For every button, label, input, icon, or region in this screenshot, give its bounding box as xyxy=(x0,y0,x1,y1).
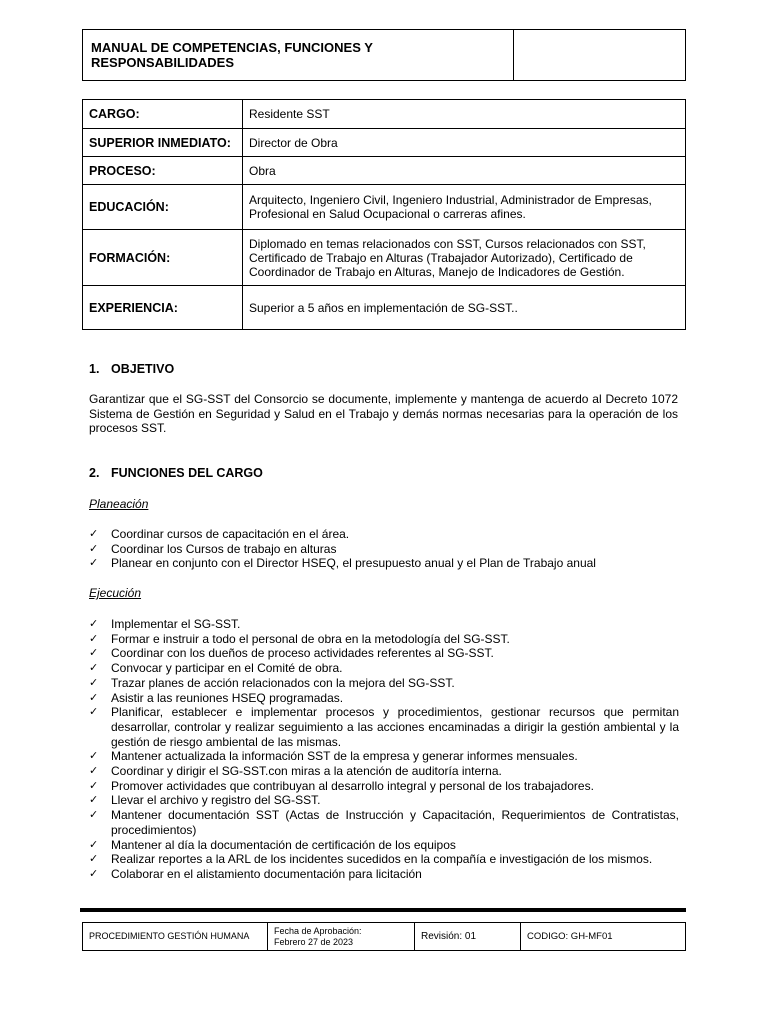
footer-table xyxy=(82,922,686,951)
educacion-label: EDUCACIÓN: xyxy=(83,185,243,230)
document-title: MANUAL DE COMPETENCIAS, FUNCIONES Y RESPONSABILIDADES xyxy=(83,30,514,81)
table-row xyxy=(83,100,686,129)
list-item-text: Llevar el archivo y registro del SG-SST. xyxy=(111,793,321,808)
cargo-value: Residente SST xyxy=(243,100,686,129)
table-row xyxy=(83,230,686,286)
list-item xyxy=(89,867,679,882)
checkmark-icon: ✓ xyxy=(89,676,99,689)
list-item xyxy=(89,676,679,691)
footer-revision: Revisión: 01 xyxy=(415,923,521,951)
checkmark-icon: ✓ xyxy=(89,765,99,778)
footer-divider xyxy=(80,908,686,912)
list-item xyxy=(89,646,679,661)
list-item xyxy=(89,852,679,867)
list-item xyxy=(89,793,679,808)
checkmark-icon: ✓ xyxy=(89,662,99,675)
planeacion-heading: Planeación xyxy=(89,497,149,511)
checkmark-icon: ✓ xyxy=(89,838,99,851)
list-item-text: Coordinar cursos de capacitación en el área. xyxy=(111,527,350,541)
list-item xyxy=(89,779,679,794)
checkmark-icon: ✓ xyxy=(89,647,99,660)
list-item-text: Mantener actualizada la información SST de la empresa y generar informes mensuales. xyxy=(111,749,578,764)
proceso-label: PROCESO: xyxy=(83,157,243,185)
list-item-text: Convocar y participar en el Comité de obra. xyxy=(111,661,343,676)
list-item xyxy=(89,632,679,647)
list-item xyxy=(89,617,679,632)
superior-label: SUPERIOR INMEDIATO: xyxy=(83,129,243,157)
objetivo-title: OBJETIVO xyxy=(111,362,175,376)
ejecucion-heading: Ejecución xyxy=(89,586,142,600)
planeacion-list xyxy=(89,527,679,571)
list-item xyxy=(89,527,679,542)
footer-procedimiento: PROCEDIMIENTO GESTIÓN HUMANA xyxy=(83,923,268,951)
footer-fecha-cell xyxy=(268,923,415,951)
checkmark-icon: ✓ xyxy=(89,691,99,704)
funciones-heading xyxy=(89,466,263,480)
table-row xyxy=(83,129,686,157)
educacion-value: Arquitecto, Ingeniero Civil, Ingeniero Industrial, Administrador de Empresas, Profesional en Salud Ocupacional o carreras afines. xyxy=(243,185,686,230)
footer-fecha-value: Febrero 27 de 2023 xyxy=(274,936,354,947)
objetivo-text: Garantizar que el SG-SST del Consorcio se documente, implemente y mantenga de acuerdo al Decreto 1072 Sistema de Gestión en Seguridad y Salud en el Trabajo y demás normas necesarias para la operación de los procesos SST. xyxy=(89,392,678,435)
list-item xyxy=(89,542,679,557)
formacion-value: Diplomado en temas relacionados con SST, Cursos relacionados con SST, Certificado de Trabajo en Alturas (Trabajador Autorizado), Certificado de Coordinador de Trabajo en Alturas, Manejo de Indicadores de Gestión. xyxy=(243,230,686,286)
objetivo-number: 1. xyxy=(89,362,100,376)
list-item xyxy=(89,691,679,706)
list-item-text: Planear en conjunto con el Director HSEQ, el presupuesto anual y el Plan de Trabajo anual xyxy=(111,556,596,571)
footer-codigo: CODIGO: GH-MF01 xyxy=(521,923,686,951)
list-item xyxy=(89,661,679,676)
checkmark-icon: ✓ xyxy=(89,706,99,719)
checkmark-icon: ✓ xyxy=(89,809,99,822)
header-right-cell xyxy=(514,30,686,81)
footer-fecha-label: Fecha de Aprobación: xyxy=(274,925,362,936)
funciones-number: 2. xyxy=(89,466,100,480)
superior-value: Director de Obra xyxy=(243,129,686,157)
list-item-text: Colaborar en el alistamiento documentación para licitación xyxy=(111,866,422,881)
list-item xyxy=(89,705,679,749)
formacion-label: FORMACIÓN: xyxy=(83,230,243,286)
list-item-text: Coordinar los Cursos de trabajo en alturas xyxy=(111,541,337,556)
job-info-table xyxy=(82,99,686,330)
list-item-text: Mantener documentación SST (Actas de Instrucción y Capacitación, Requerimientos de Contratistas, procedimientos) xyxy=(111,808,679,837)
list-item-text: Asistir a las reuniones HSEQ programadas. xyxy=(111,690,344,705)
proceso-value: Obra xyxy=(243,157,686,185)
objetivo-heading xyxy=(89,362,174,376)
checkmark-icon: ✓ xyxy=(89,750,99,763)
list-item-text: Trazar planes de acción relacionados con la mejora del SG-SST. xyxy=(111,675,455,690)
checkmark-icon: ✓ xyxy=(89,542,99,555)
list-item-text: Coordinar y dirigir el SG-SST.con miras a la atención de auditoría interna. xyxy=(111,764,502,779)
checkmark-icon: ✓ xyxy=(89,618,99,630)
checkmark-icon: ✓ xyxy=(89,528,99,540)
list-item-text: Realizar reportes a la ARL de los incidentes sucedidos en la compañía e investigación de los mismos. xyxy=(111,852,653,867)
funciones-title: FUNCIONES DEL CARGO xyxy=(111,466,263,480)
checkmark-icon: ✓ xyxy=(89,779,99,792)
checkmark-icon: ✓ xyxy=(89,632,99,645)
checkmark-icon: ✓ xyxy=(89,853,99,866)
list-item xyxy=(89,808,679,837)
list-item-text: Mantener al día la documentación de certificación de los equipos xyxy=(111,837,456,852)
list-item-text: Coordinar con los dueños de proceso actividades referentes al SG-SST. xyxy=(111,646,494,661)
experiencia-value: Superior a 5 años en implementación de SG-SST.. xyxy=(243,286,686,330)
list-item xyxy=(89,556,679,571)
checkmark-icon: ✓ xyxy=(89,794,99,807)
list-item-text: Planificar, establecer e implementar procesos y procedimientos, gestionar recursos que permitan desarrollar, controlar y realizar seguimiento a las acciones encaminadas a dirigir la gestión ambiental y la gestión de riesgo ambiental de las mismas. xyxy=(111,705,679,749)
table-row xyxy=(83,286,686,330)
list-item xyxy=(89,764,679,779)
list-item xyxy=(89,838,679,853)
list-item xyxy=(89,749,679,764)
checkmark-icon: ✓ xyxy=(89,557,99,570)
ejecucion-list xyxy=(89,617,679,882)
list-item-text: Promover actividades que contribuyan al desarrollo integral y personal de los trabajadores. xyxy=(111,778,594,793)
header-table xyxy=(82,29,686,81)
list-item-text: Formar e instruir a todo el personal de obra en la metodología del SG-SST. xyxy=(111,631,510,646)
table-row xyxy=(83,185,686,230)
list-item-text: Implementar el SG-SST. xyxy=(111,617,241,631)
checkmark-icon: ✓ xyxy=(89,867,99,880)
experiencia-label: EXPERIENCIA: xyxy=(83,286,243,330)
cargo-label: CARGO: xyxy=(83,100,243,129)
table-row xyxy=(83,157,686,185)
